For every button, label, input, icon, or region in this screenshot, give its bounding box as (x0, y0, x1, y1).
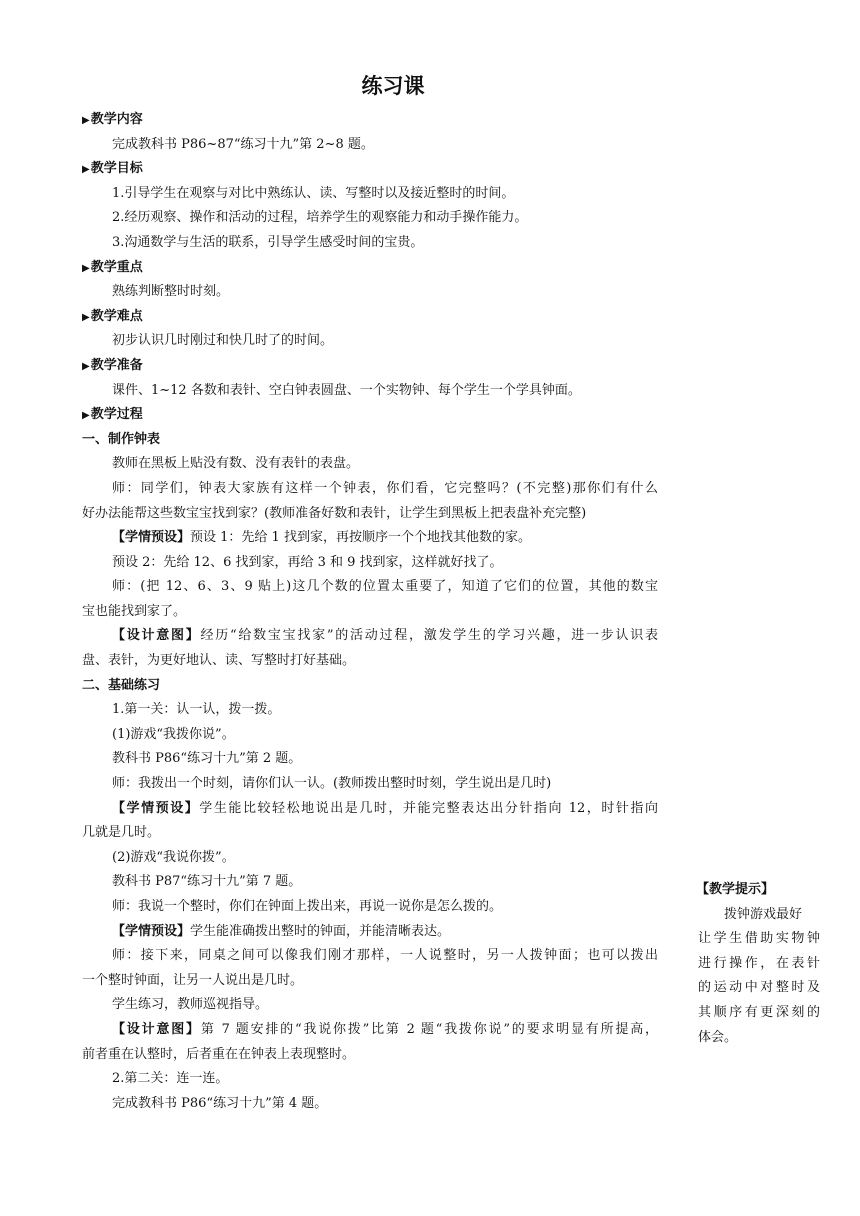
key-text: 熟练判断整时时刻。 (112, 284, 230, 300)
difficult-text: 初步认识几时刚过和快几时了的时间。 (112, 333, 334, 349)
teaching-tip-sidebar (698, 878, 820, 1050)
paragraph: 师：同学们，钟表大家族有这样一个钟表，你们看，它完整吗？(不完整)那你们有什么 (112, 480, 658, 496)
triangle-bullet-icon: ▶ (82, 164, 90, 176)
sidebar-line: 体会。 (698, 1029, 738, 1045)
paragraph: 一个整时钟面，让另一人说出是几时。 (82, 972, 304, 988)
paragraph: (2)游戏“我说你拨”。 (112, 849, 235, 865)
section-heading-process: ▶教学过程 (82, 407, 143, 423)
prep-text: 课件、1~12 各数和表针、空白钟表圆盘、一个实物钟、每个学生一个学具钟面。 (112, 382, 581, 398)
paragraph: 师：我说一个整时，你们在钟面上拨出来，再说一说你是怎么拨的。 (112, 899, 503, 914)
goal-item: 2.经历观察、操作和活动的过程，培养学生的观察能力和动手操作能力。 (112, 210, 528, 226)
paragraph: 1.第一关：认一认，拨一拨。 (112, 702, 281, 718)
section-heading-key: ▶教学重点 (82, 259, 143, 275)
paragraph: 学生练习，教师巡视指导。 (112, 997, 269, 1013)
triangle-bullet-icon: ▶ (82, 360, 90, 372)
preset-tag: 【学情预设】 (112, 530, 191, 546)
paragraph: 师：(把 12、6、3、9 贴上)这几个数的位置太重要了，知道了它们的位置，其他的数宝 (112, 579, 658, 595)
paragraph: 教科书 P86“练习十九”第 2 题。 (112, 751, 302, 767)
paragraph: 宝也能找到家了。 (82, 603, 187, 619)
preset-tag: 【学情预设】 (112, 923, 191, 939)
sidebar-line: 让学生借助实物钟 (698, 931, 820, 947)
goal-item: 3.沟通数学与生活的联系，引导学生感受时间的宝贵。 (112, 234, 424, 250)
sidebar-line: 进行操作，在表针 (698, 955, 820, 971)
paragraph: 2.第二关：连一连。 (112, 1071, 229, 1087)
paragraph: 盘、表针，为更好地认、读、写整时打好基础。 (82, 653, 356, 669)
paragraph: 好办法能帮这些数宝宝找到家？(教师准备好数和表针，让学生到黑板上把表盘补充完整) (82, 505, 587, 521)
paragraph: 师：接下来，同桌之间可以像我们刚才那样，一人说整时，另一人拨钟面；也可以拨出 (112, 948, 658, 964)
paragraph: 教科书 P87“练习十九”第 7 题。 (112, 874, 302, 890)
triangle-bullet-icon: ▶ (82, 410, 90, 422)
paragraph: 教师在黑板上贴没有数、没有表针的表盘。 (112, 456, 360, 472)
triangle-bullet-icon: ▶ (82, 262, 90, 274)
paragraph: 师：我拨出一个时刻，请你们认一认。(教师拨出整时时刻，学生说出是几时) (112, 776, 552, 792)
paragraph: 完成教科书 P86“练习十九”第 4 题。 (112, 1095, 328, 1111)
part1-heading: 一、制作钟表 (82, 431, 161, 447)
paragraph: 前者重在认整时，后者重在在钟表上表现整时。 (82, 1046, 356, 1062)
intent-tag: 【设计意图】 (112, 628, 201, 644)
paragraph: 预设 2：先给 12、6 找到家，再给 3 和 9 找到家，这样就好找了。 (112, 554, 503, 570)
paragraph: (1)游戏“我拨你说”。 (112, 726, 235, 742)
paragraph: 【设计意图】经历“给数宝宝找家”的活动过程，激发学生的学习兴趣，进一步认识表 (112, 628, 658, 644)
intent-tag: 【设计意图】 (112, 1021, 201, 1037)
paragraph: 【设计意图】第 7 题安排的“我说你拨”比第 2 题“我拨你说”的要求明显有所提高， (112, 1021, 658, 1037)
preset-tag: 【学情预设】 (112, 800, 200, 816)
paragraph: 【学情预设】学生能比较轻松地说出是几时，并能完整表达出分针指向 12，时针指向 (112, 800, 658, 816)
section-heading-content: ▶教学内容 (82, 112, 143, 127)
sidebar-line: 拨钟游戏最好 (724, 906, 803, 922)
paragraph: 几就是几时。 (82, 825, 161, 841)
main-column (82, 108, 658, 1116)
section-heading-goals: ▶教学目标 (82, 161, 143, 177)
paragraph: 【学情预设】学生能准确拨出整时的钟面，并能清晰表达。 (112, 923, 451, 939)
sidebar-line: 的运动中对整时及 (698, 980, 820, 996)
paragraph: 【学情预设】预设 1：先给 1 找到家，再按顺序一个个地找其他数的家。 (112, 530, 531, 546)
page-title: 练习课 (361, 74, 425, 98)
sidebar-line: 其顺序有更深刻的 (698, 1004, 820, 1020)
part2-heading: 二、基础练习 (82, 677, 161, 693)
section-heading-difficult: ▶教学难点 (82, 308, 143, 324)
content-text: 完成教科书 P86~87“练习十九”第 2~8 题。 (112, 136, 374, 152)
triangle-bullet-icon: ▶ (82, 115, 90, 126)
triangle-bullet-icon: ▶ (82, 311, 90, 323)
section-heading-prep: ▶教学准备 (82, 357, 143, 373)
goal-item: 1.引导学生在观察与对比中熟练认、读、写整时以及接近整时的时间。 (112, 185, 515, 201)
teaching-tip-tag: 【教学提示】 (696, 882, 775, 897)
